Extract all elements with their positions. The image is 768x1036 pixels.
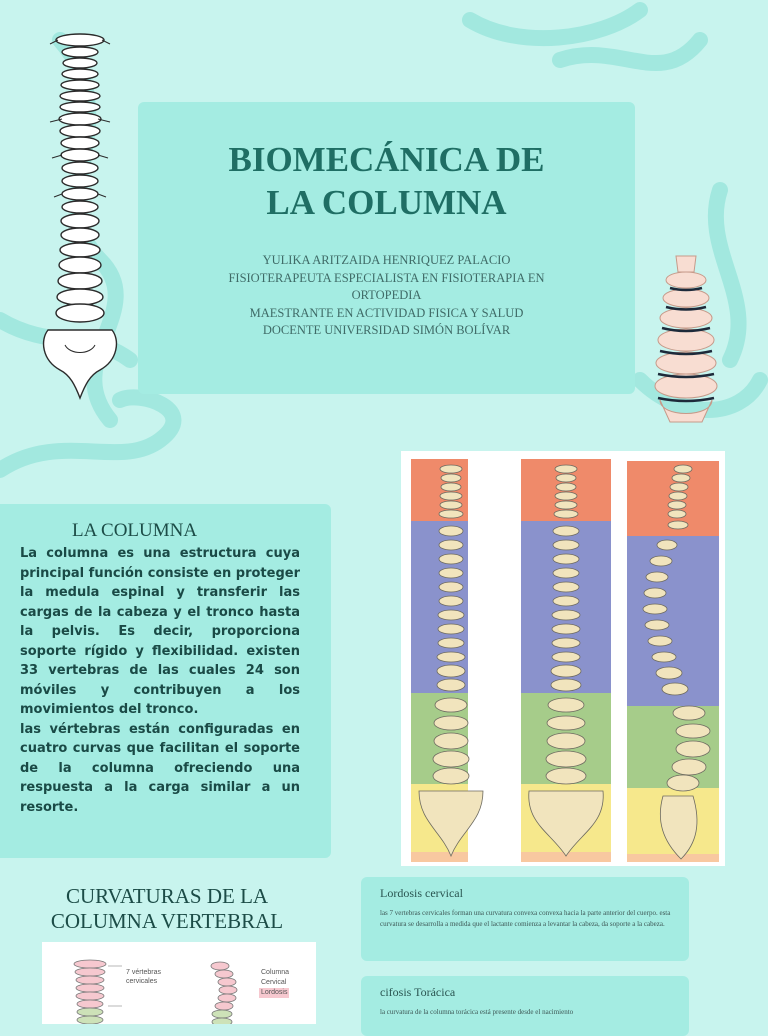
columna-text (20, 544, 300, 817)
author-line: FISIOTERAPEUTA ESPECIALISTA EN FISIOTERAPIA EN (228, 270, 545, 285)
cervical-spine-image (42, 942, 316, 1024)
cifosis-card (361, 976, 689, 1036)
title-line-2: LA COLUMNA (266, 183, 507, 222)
curvaturas-title: CURVATURAS DE LA COLUMNA VERTEBRAL (50, 884, 284, 933)
spine-illustration-icon (30, 30, 130, 405)
title-card (138, 102, 635, 394)
author-line: DOCENTE UNIVERSIDAD SIMÓN BOLÍVAR (262, 323, 511, 337)
page-title (138, 138, 635, 224)
cervical-label-columna: Columna (261, 969, 290, 976)
cervical-label: 7 vértebras cervicales (126, 969, 162, 985)
author-line: ORTOPEDIA (351, 288, 422, 302)
columna-paragraph-2: las vértebras están configuradas en cuatro curvas que facilitan el soporte de la columna ofreciendo una respuesta a la carga similar a un resorte. (20, 721, 300, 815)
columna-heading: LA COLUMNA (72, 520, 198, 541)
columna-paragraph-1: La columna es una estructura cuya principal función consiste en proteger la medula espinal y transferir las cargas de la cabeza y el tronco hasta la pelvis. Es decir, proporciona soporte rígido y flexibilidad. existen 33 vertebras de las cuales 24 son móviles y contribuyen a los movimientos del tronco. (20, 546, 300, 717)
title-line-1: BIOMECÁNICA DE (228, 140, 545, 179)
cifosis-card-title: cifosis Torácica (380, 985, 456, 999)
author-line: YULIKA ARITZAIDA HENRIQUEZ PALACIO (262, 253, 511, 267)
cifosis-card-text: la curvatura de la columna torácica está presente desde el nacimiento (380, 1008, 574, 1016)
lordosis-card-title: Lordosis cervical (380, 886, 463, 900)
vertebra-stack-icon (650, 250, 722, 428)
spine-regions-figure (401, 451, 725, 866)
lordosis-card (361, 877, 689, 961)
author-line: MAESTRANTE EN ACTIVIDAD FISICA Y SALUD (249, 305, 524, 320)
cervical-label-cervical: Cervical (261, 979, 287, 986)
spine-regions-image (401, 451, 725, 866)
columna-card (0, 504, 331, 858)
author-block (138, 252, 635, 340)
lordosis-card-text: las 7 vertebras cervicales forman una curvatura convexa convexa hacia la parte anterior del cuerpo. esta curvatura se desarrolla a medida que el lactante comienza a levantar la cabeza, da soporte a la cabeza. (380, 909, 671, 928)
cervical-label-lordosis: Lordosis (261, 989, 288, 996)
